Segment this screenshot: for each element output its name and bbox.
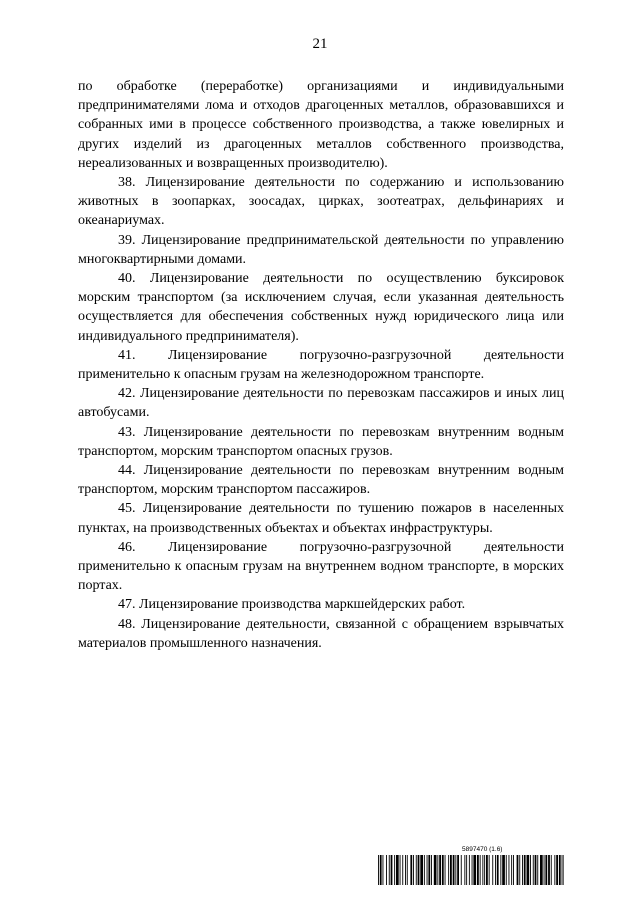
- list-item-38: 38. Лицензирование деятельности по содержанию и использованию животных в зоопарках, зоосадах, цирках, зоотеатрах, дельфинариях и океанариумах.: [78, 175, 564, 229]
- list-item-41: 41. Лицензирование погрузочно-разгрузочной деятельности применительно к опасным грузам на железнодорожном транспорте.: [78, 347, 564, 383]
- barcode-block: [378, 846, 564, 890]
- document-body: [78, 77, 564, 653]
- page-number: 21: [312, 36, 328, 52]
- list-item-40: 40. Лицензирование деятельности по осуществлению буксировок морским транспортом (за исключением случая, если указанная деятельность осуществляется для обеспечения собственных нужд юридического лица или индивидуального предпринимателя).: [78, 271, 564, 344]
- barcode-label: 5897470 (1.6): [462, 846, 503, 853]
- list-item-44: 44. Лицензирование деятельности по перевозкам внутренним водным транспортом, морским транспортом пассажиров.: [78, 463, 564, 498]
- list-item-39: 39. Лицензирование предпринимательской деятельности по управлению многоквартирными домами.: [78, 232, 564, 267]
- list-item-48: 48. Лицензирование деятельности, связанной с обращением взрывчатых материалов промышленного назначения.: [78, 616, 564, 651]
- list-item-45: 45. Лицензирование деятельности по тушению пожаров в населенных пунктах, на производственных объектах и объектах инфраструктуры.: [78, 501, 564, 536]
- list-item-47: 47. Лицензирование производства маркшейдерских работ.: [118, 597, 466, 613]
- paragraph-continuation: по обработке (переработке) организациями и индивидуальными предпринимателями лома и отходов драгоценных металлов, образовавшихся и собранных ими в процессе собственного производства, а также ювелирных и других изделий из драгоценных металлов собственного производства, нереализованных и возвращенных производителю).: [78, 79, 564, 171]
- list-item-42: 42. Лицензирование деятельности по перевозкам пассажиров и иных лиц автобусами.: [78, 386, 564, 421]
- barcode-icon: [378, 855, 564, 885]
- list-item-43: 43. Лицензирование деятельности по перевозкам внутренним водным транспортом, морским транспортом опасных грузов.: [78, 424, 564, 459]
- list-item-46: 46. Лицензирование погрузочно-разгрузочной деятельности применительно к опасным грузам на внутреннем водном транспорте, в морских портах.: [78, 539, 564, 594]
